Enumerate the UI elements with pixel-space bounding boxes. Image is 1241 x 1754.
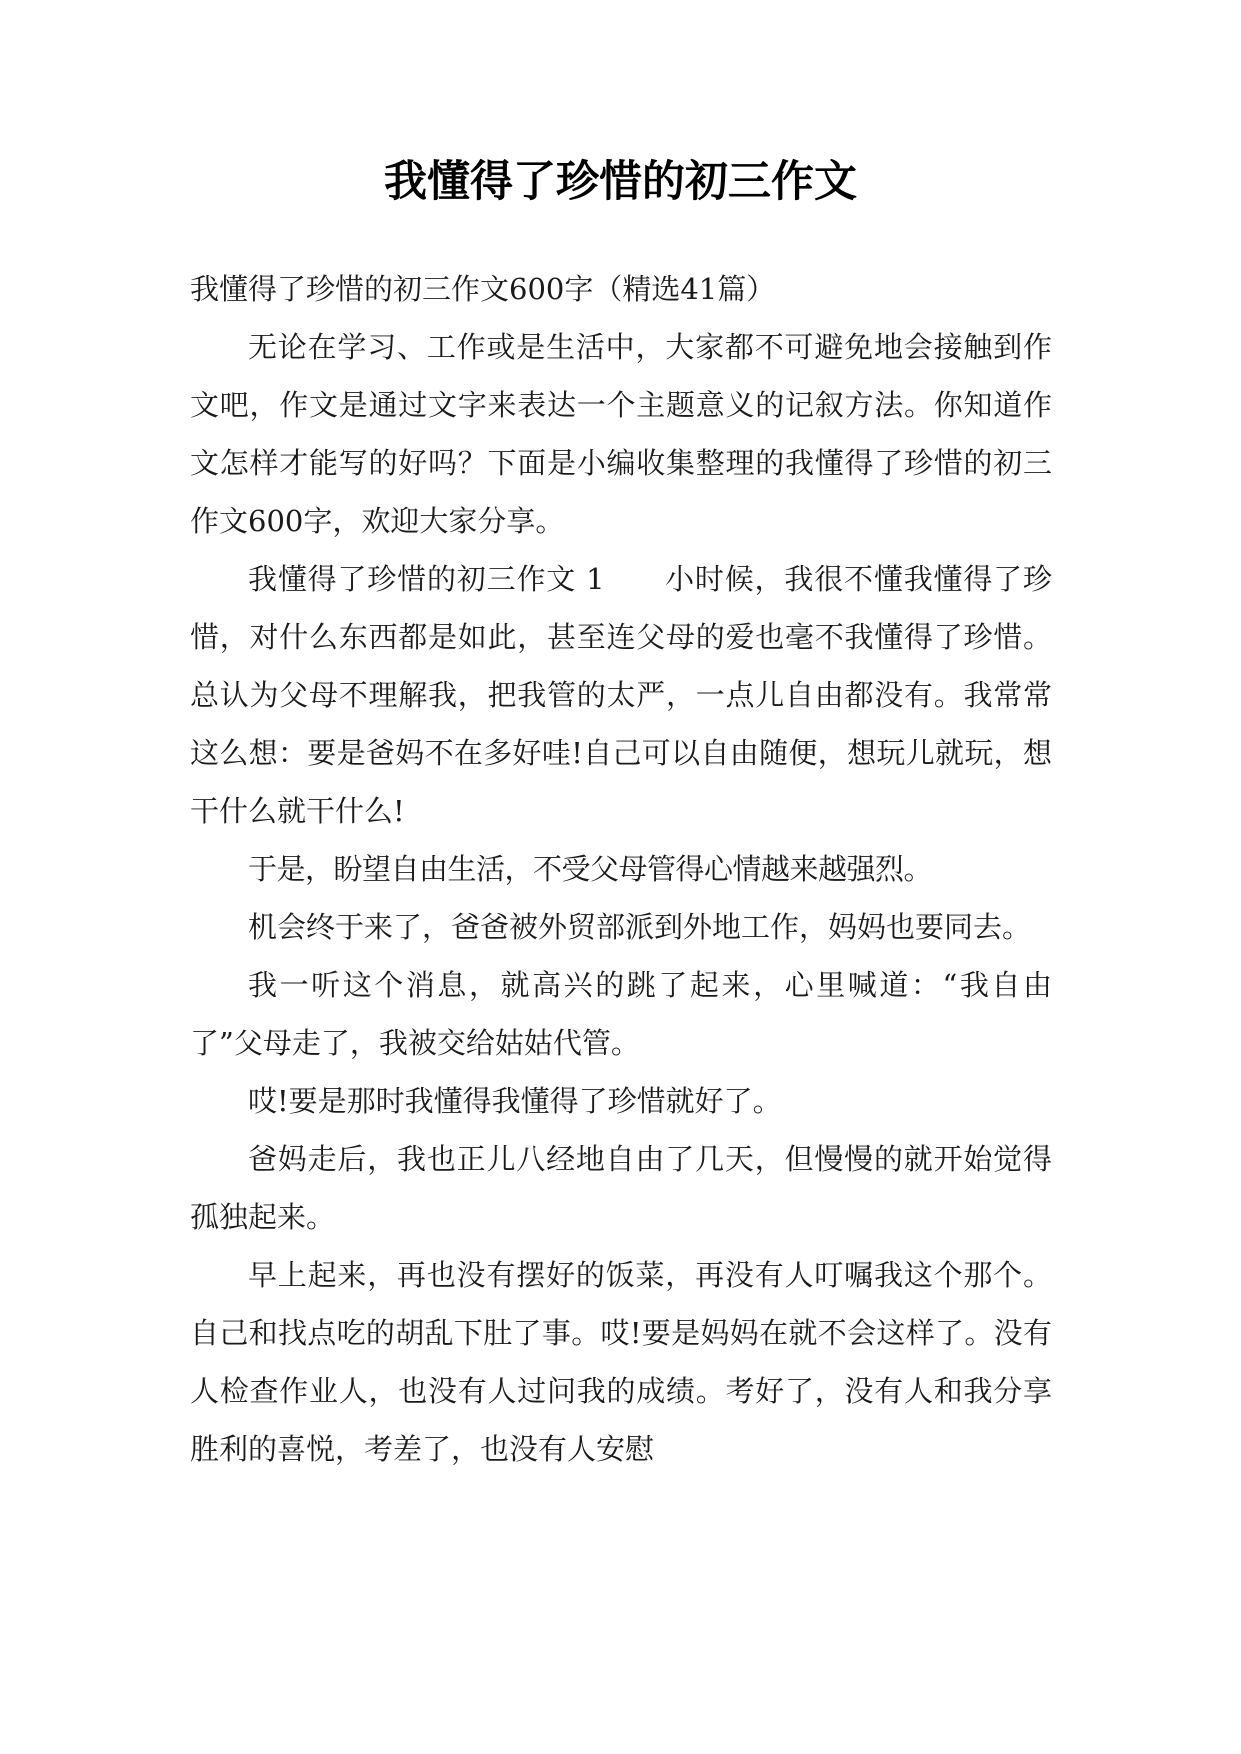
paragraph: 早上起来，再也没有摆好的饭菜，再没有人叮嘱我这个那个。自己和找点吃的胡乱下肚了事。哎!要是妈妈在就不会这样了。没有人检查作业人，也没有人过问我的成绩。考好了，没有人和我分享胜利的喜悦，考差了，也没有人安慰 xyxy=(190,1258,1052,1466)
document-subtitle: 我懂得了珍惜的初三作文600字（精选41篇） xyxy=(190,272,776,306)
paragraph-intro: 无论在学习、工作或是生活中，大家都不可避免地会接触到作文吧，作文是通过文字来表达一个主题意义的记叙方法。你知道作文怎样才能写的好吗？下面是小编收集整理的我懂得了珍惜的初三作文600字，欢迎大家分享。 xyxy=(190,330,1052,538)
paragraph: 机会终于来了，爸爸被外贸部派到外地工作，妈妈也要同去。 xyxy=(248,910,1032,944)
paragraph: 我一听这个消息，就高兴的跳了起来，心里喊道：“我自由了”父母走了，我被交给姑姑代管。 xyxy=(190,968,1052,1060)
paragraph: 爸妈走后，我也正儿八经地自由了几天，但慢慢的就开始觉得孤独起来。 xyxy=(190,1142,1052,1234)
document-title: 我懂得了珍惜的初三作文 xyxy=(384,157,857,207)
paragraph-essay-1-opening: 我懂得了珍惜的初三作文 1 小时候，我很不懂我懂得了珍惜，对什么东西都是如此，甚至连父母的爱也毫不我懂得了珍惜。总认为父母不理解我，把我管的太严，一点儿自由都没有。我常常这么想：要是爸妈不在多好哇!自己可以自由随便，想玩儿就玩，想干什么就干什么! xyxy=(190,562,1052,828)
document-body xyxy=(190,260,1052,1478)
paragraph: 哎!要是那时我懂得我懂得了珍惜就好了。 xyxy=(248,1084,782,1118)
paragraph: 于是，盼望自由生活，不受父母管得心情越来越强烈。 xyxy=(248,852,933,886)
